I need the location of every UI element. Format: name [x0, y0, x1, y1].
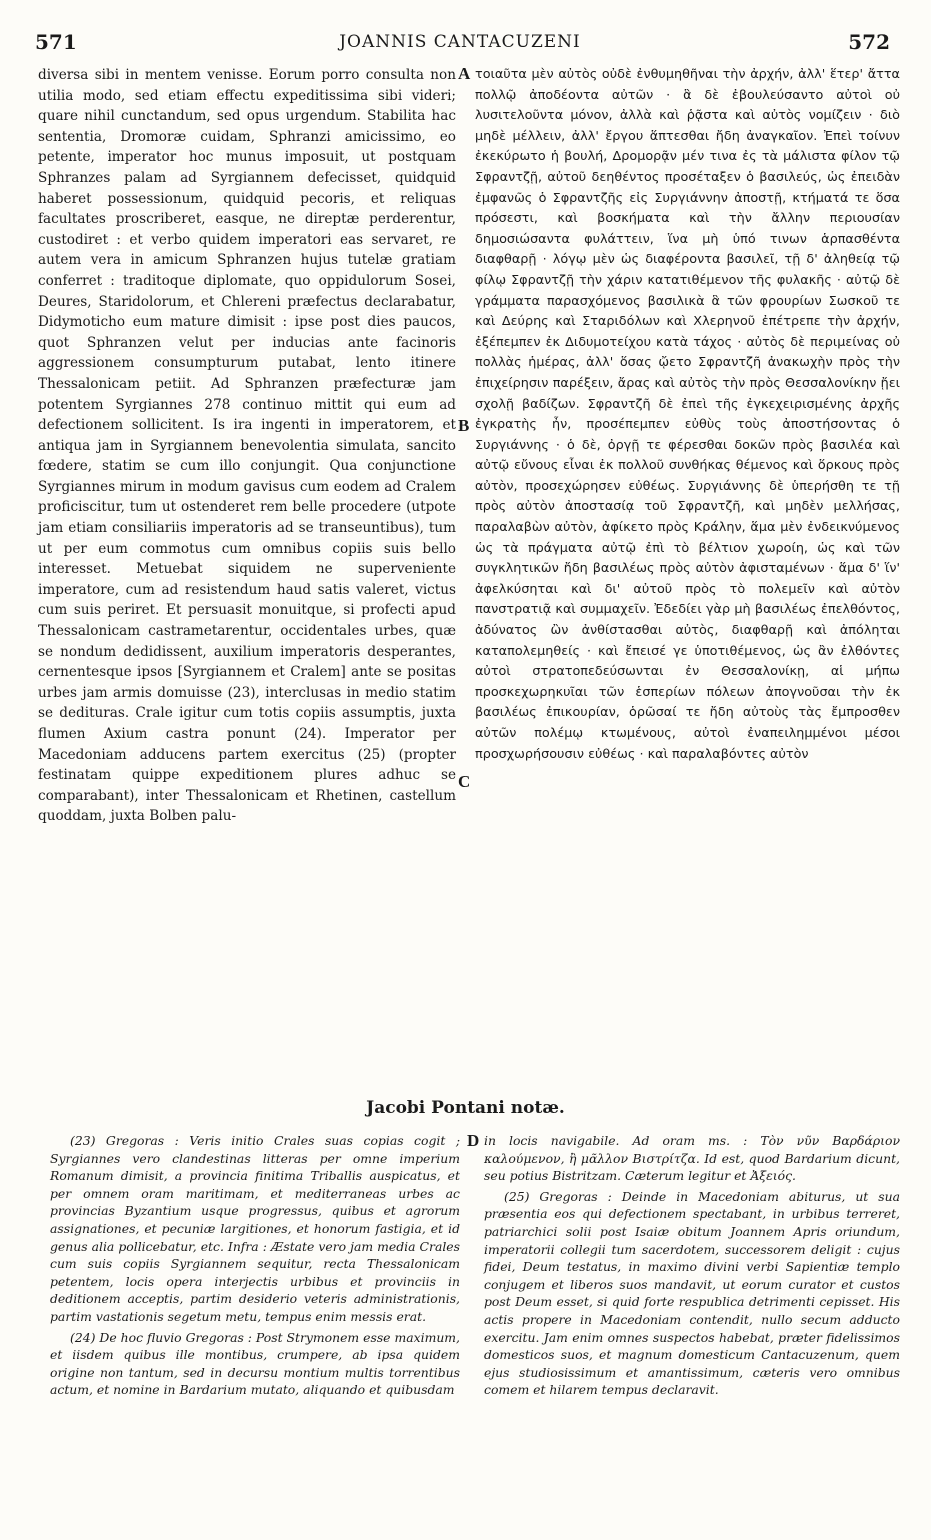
margin-marker-b: B: [458, 416, 470, 435]
margin-marker-d: D: [467, 1131, 480, 1150]
greek-text-column: τοιαῦτα μὲν αὐτὸς οὐδὲ ἐνθυμηθῆναι τὴν ἀρχήν, ἀλλ' ἕτερ' ἄττα πολλῷ ἀποδέοντα αὐτῶν · ἃ δὲ ἐβουλεύσαντο αὐτοὶ οὐ λυσιτελοῦντα μόνον, ἀλλὰ καὶ ῥᾷστα καὶ αὐτὸς νομίζειν · διὸ μηδὲ μέλλειν, ἀλλ' ἔργου ἅπτεσθαι ἤδη ἀναγκαῖον. Ἐπεὶ τοίνυν ἐκεκύρωτο ἡ βουλή, Δρομορᾷν μέν τινα ἐς τὰ μάλιστα φίλον τῷ Σφραντζῇ, αὐτοῦ δεηθέντος προσέταξεν ὁ βασιλεύς, ὡς ἐπειδὰν ἐμφανῶς ὁ Σφραντζῆς εἰς Συργιάννην ἀποστῇ, κτήματά τε ὅσα πρόσεστι, καὶ βοσκήματα καὶ τὴν ἄλλην περιουσίαν δημοσιώσαντα φυλάττειν, ἵνα μὴ ὑπό τινων ἁρπασθέντα διαφθαρῇ · λόγῳ μὲν ὡς διαφέροντα βασιλεῖ, τῇ δ' ἀληθείᾳ τῷ φίλῳ Σφραντζῇ τὴν χάριν κατατιθέμενον τῆς φυλακῆς · αὐτῷ δὲ γράμματα παρασχόμενος βασιλικὰ ἃ τῶν φρουρίων Σωσκοῦ τε καὶ Δεύρης καὶ Σταριδόλων καὶ Χλερηνοῦ ἐπέτρεπε τὴν ἀρχήν, ἐξέπεμπεν ἐκ Διδυμοτείχου κατὰ τάχος · αὐτὸς δὲ περιμείνας οὐ πολλὰς ἡμέρας, ἀλλ' ὅσας ᾤετο Σφραντζῆ ἀνακωχὴν πρὸς τὴν ἐπιχείρησιν παρέξειν, ἄρας καὶ αὐτὸς τὴν πρὸς Θεσσαλονίκην ᾔει σχολῇ βαδίζων. Σφραντζῆ δὲ ἐπεὶ τῆς ἐγκεχειρισμένης ἀρχῆς ἐγκρατὴς ἦν, προσέπεμπεν εὐθὺς τοὺς ἀποστήσοντας ὁ Συργιάννης · ὁ δὲ, ὀργῇ τε φέρεσθαι δοκῶν πρὸς βασιλέα καὶ αὐτῷ εὔνους εἶναι ἐκ πολλοῦ συνθήκας θέμενος καὶ ὅρκους πρὸς αὐτὸν, προσεχώρησεν εὐθέως. Συργιάννης δὲ ὑπερήσθη τε τῇ πρὸς αὐτὸν ἀποστασίᾳ τοῦ Σφραντζῆ, καὶ μηδὲν μελλήσας, παραλαβὼν αὐτὸν, ἀφίκετο πρὸς Κράλην, ἅμα μὲν ἐνδεικνύμενος ὡς τὰ πράγματα αὐτῷ ἐπὶ τὸ βέλτιον χωροίη, ὡς καὶ τῶν συγκλητικῶν ἤδη βασιλέως πρὸς αὐτὸν ἀφισταμένων · ἅμα δ' ἵν' ἀφελκύσηται καὶ δι' αὐτοῦ πρὸς τὸ πολεμεῖν καὶ αὐτὸν πανστρατιᾷ καὶ συμμαχεῖν. Ἐδεδίει γὰρ μὴ βασιλέως ἐπελθόντος, ἀδύνατος ὢν ἀνθίστασθαι αὐτὸς, διαφθαρῇ καὶ ἀπόληται καταπολεμηθείς · καὶ ἔπεισέ γε ὑποτιθέμενος, ὡς ἂν ἐλθόντες αὐτοὶ στρατοπεδεύσωνται ἐν Θεσσαλονίκῃ, αἱ μήπω προσκεχωρηκυῖαι τῶν ἑσπερίων πόλεων ἀπογνοῦσαι τὴν ἐκ βασιλέως ἐπικουρίαν, ὁρῶσαί τε ἤδη αὐτοὺς τὰς ἔμπροσθεν αὐτῶν πολέμῳ κτωμένους, αὐτοὶ ἐναπειλημμένοι μέσοι προσχωρήσουσιν εὐθέως · καὶ παραλαβόντες αὐτὸν: [475, 67, 900, 762]
note-23: (23) Gregoras : Veris initio Crales suas copias cogit ; Syrgiannes vero clandestinas litteras per omne imperium Romanum dimisit, a provincia finitima Triballis auspicatus, et per omnem oram maritimam, et mediterraneas urbes ac provincias Byzantium usque progressus, quibus et agrorum assignationes, et pecuniæ largitiones, et honorum fastigia, et id genus alia pollicebatur, etc. Infra : Æstate vero jam media Crales cum suis copiis Syrgiannem sequitur, recta Thessalonicam petentem, locis opera interjectis urbibus et provinciis in deditionem acceptis, partim desiderio veteris administrationis, partim vastationis segetum metu, tempus enim messis erat.: [50, 1133, 460, 1324]
notes-right-column: [484, 1132, 900, 1402]
note-24: (24) De hoc fluvio Gregoras : Post Strymonem esse maximum, et iisdem quibus ille montibus, crumpere, ab ipsa quidem origine non tantum, sed in decursu montium multis torrentibus actum, et nomine in Bardarium mutato, aliquando et quibusdam: [50, 1329, 460, 1398]
margin-marker-a: A: [458, 64, 471, 83]
margin-marker-c: C: [458, 772, 471, 791]
running-title: JOANNIS CANTACUZENI: [339, 32, 581, 52]
notes-title: Jacobi Pontani notæ.: [366, 1098, 565, 1118]
note-24-continued: in locis navigabile. Ad oram ms. : Τὸν νῦν Βαρδάριον καλούμενον, ἢ μᾶλλον Βιστρίτζα. Id est, quod Bardarium dicunt, seu potius Bistritzam. Cæterum legitur et Ἀξειός.: [484, 1133, 900, 1184]
latin-text-column: diversa sibi in mentem venisse. Eorum porro consulta non utilia modo, sed etiam effectu expeditissima sibi videri; quare nihil cunctandum, sed opus urgendum. Stabilita hac sententia, Dromoræ cuidam, Sphranzi amicissimo, eo petente, imperator hoc munus imposuit, ut postquam Sphranzes palam ad Syrgiannem defecisset, quidquid haberet possessionum, quidquid pecoris, et reliquas facultates proscriberet, easque, ne direptæ perderentur, custodiret : et verbo quidem imperatori eas servaret, re autem vera in amicum Sphranzen hujus tutelæ gratiam conferret : traditoque diplomate, quo oppidulorum Sosei, Deures, Staridolorum, et Chlereni præfectus declarabatur, Didymoticho eum mature dimisit : ipse post dies paucos, quot Sphranzen velut per inducias ante facinoris aggressionem consumpturum putabat, lento itinere Thessalonicam petiit. Ad Sphranzen præfecturæ jam potentem Syrgiannes 278 continuo mittit qui eum ad defectionem sollicitent. Is ira ingenti in imperatorem, et antiqua jam in Syrgiannem benevolentia simulata, sancito fœdere, statim se cum illo conjungit. Qua conjunctione Syrgiannes mirum in modum gavisus cum eodem ad Cralem proficiscitur, tum ut ostenderet rem belle procedere (utpote jam etiam consiliariis imperatoris ad se transeuntibus), tum ut per eum commotus cum omnibus copiis suis bello interesset. Metuebat siquidem ne superveniente imperatore, cum ad resistendum haud satis valeret, victus cum suis periret. Et persuasit monuitque, si profecti apud Thessalonicam castrametarentur, occidentales urbes, quæ se nondum dedidissent, auxilium imperatoris desperantes, cernentesque ipsos [Syrgiannem et Cralem] ante se positas urbes jam armis domuisse (23), interclusas in medio statim se dedituras. Crale igitur cum totis copiis assumptis, juxta flumen Axium castra ponunt (24). Imperator per Macedoniam adducens partem exercitus (25) (propter festinatam quippe expeditionem plures adhuc se comparabant), inter Thessalonicam et Rhetinen, castellum quoddam, juxta Bolben palu-: [38, 67, 456, 825]
notes-left-column: [50, 1132, 460, 1402]
page-header: [30, 30, 890, 58]
page-number-left: 571: [35, 30, 77, 54]
note-25: (25) Gregoras : Deinde in Macedoniam abiturus, ut sua præsentia eos qui defectionem spectabant, in urbibus terreret, patriarchici solii post Isaiæ obitum Joannem Apris oriundum, imperatorii collegii tum sacerdotem, successorem deligit : cujus fidei, Deum testatus, in maximo divini verbi Sapientiæ templo conjugem et liberos suos mandavit, ut eorum curator et custos post Deum esset, si quid forte respublica detrimenti cepisset. His actis propere in Macedoniam contendit, nullo secum adducto exercitu. Jam enim omnes suspectos habebat, præter fidelissimos domesticos suos, et magnum domesticum Cantacuzenum, quem ejus studiosissimum et amantissimum, cæteris vero omnibus comem et hilarem tempus declaravit.: [484, 1188, 900, 1398]
page-number-right: 572: [848, 30, 890, 54]
